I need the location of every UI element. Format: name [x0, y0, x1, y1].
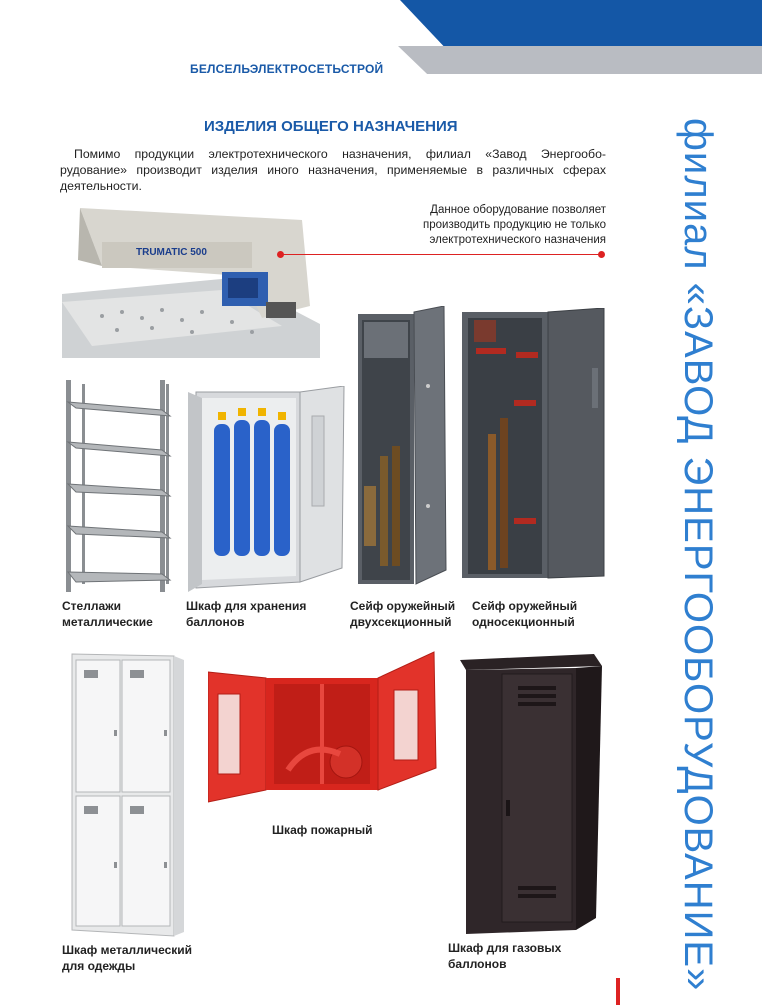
caption-fire-cabinet [272, 822, 373, 838]
caption-single-section-safe-line-1: Сейф оружейный [472, 599, 578, 613]
punch-press-image [62, 206, 320, 358]
header-grey-band [398, 46, 762, 74]
caption-cylinder-cabinet-line-2: баллонов [186, 615, 245, 629]
note-line-1: Данное оборудование позволяет [430, 204, 606, 216]
fire-cabinet-image [208, 650, 440, 808]
caption-single-section-safe [472, 598, 577, 630]
caption-two-section-safe-line-2: двухсекционный [350, 615, 452, 629]
intro-paragraph: Помимо продукции электротехнического назначения, филиал «Завод Энергообо-рудование» производит изделия иного назначения, применяемые в различных сферах деятельности. [60, 147, 606, 193]
caption-two-section-safe [350, 598, 455, 630]
caption-shelving-line-1: Стеллажи [62, 599, 122, 613]
section-title: ИЗДЕЛИЯ ОБЩЕГО НАЗНАЧЕНИЯ [204, 118, 458, 135]
equipment-note [362, 203, 606, 248]
note-line-2: производить продукцию не только [423, 219, 606, 231]
side-title-text: филиал «ЗАВОД ЭНЕРГООБОРУДОВАНИЕ» [676, 118, 720, 992]
metal-shelving-image [62, 380, 174, 592]
header-blue-band [400, 0, 762, 46]
note-pointer-dot-left [277, 251, 284, 258]
gun-safe-two-section-image [354, 306, 448, 590]
caption-cylinder-cabinet [186, 598, 306, 630]
caption-cylinder-cabinet-line-1: Шкаф для хранения [186, 599, 307, 613]
caption-shelving-line-2: металлические [62, 615, 153, 629]
caption-gas-cylinder-cabinet-line-2: баллонов [448, 957, 507, 971]
caption-gas-cylinder-cabinet [448, 940, 561, 972]
gun-safe-single-section-image [462, 308, 606, 580]
caption-shelving [62, 598, 153, 630]
side-title [672, 118, 728, 992]
caption-gas-cylinder-cabinet-line-1: Шкаф для газовых [448, 941, 562, 955]
note-pointer-line [280, 254, 602, 255]
cylinder-cabinet-image [188, 386, 348, 594]
gas-cylinder-cabinet-image [456, 650, 604, 936]
note-line-3: электротехнического назначения [429, 234, 606, 246]
caption-clothing-locker-line-1: Шкаф металлический [62, 943, 193, 957]
company-name: БЕЛСЕЛЬЭЛЕКТРОСЕТЬСТРОЙ [190, 62, 384, 76]
caption-single-section-safe-line-2: односекционный [472, 615, 575, 629]
caption-clothing-locker-line-2: для одежды [62, 959, 136, 973]
clothing-locker-image [62, 650, 190, 940]
machine-label: TRUMATIC 500 [136, 247, 207, 258]
caption-fire-cabinet-line-1: Шкаф пожарный [272, 823, 373, 837]
note-pointer-dot-right [598, 251, 605, 258]
page-red-marker [616, 978, 620, 1005]
caption-clothing-locker [62, 942, 192, 974]
caption-two-section-safe-line-1: Сейф оружейный [350, 599, 456, 613]
